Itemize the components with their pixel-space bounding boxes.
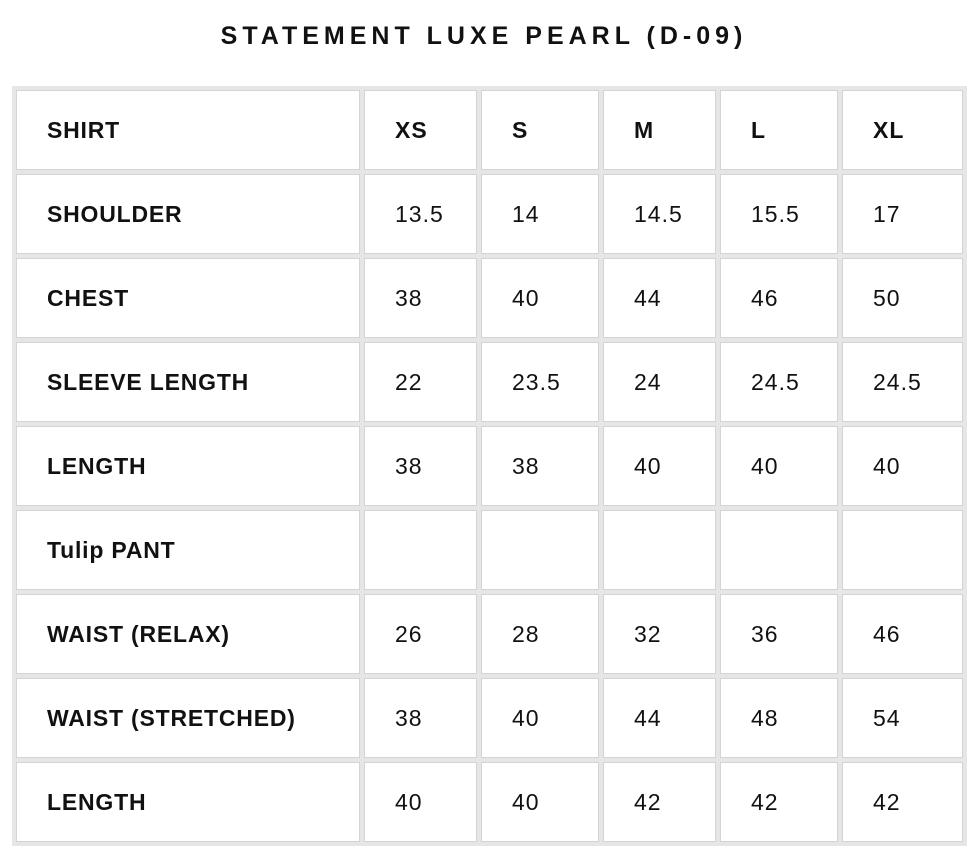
measurement-cell: 38: [364, 258, 477, 338]
size-header-cell: XS: [364, 90, 477, 170]
measurement-cell: 46: [842, 594, 963, 674]
page-title: STATEMENT LUXE PEARL (D-09): [220, 22, 748, 50]
row-label-cell: LENGTH: [16, 762, 360, 842]
measurement-cell: 38: [364, 426, 477, 506]
size-chart-body: [16, 90, 963, 842]
row-label-cell: WAIST (RELAX): [16, 594, 360, 674]
measurement-cell: 24.5: [842, 342, 963, 422]
measurement-cell: 26: [364, 594, 477, 674]
measurement-cell: 32: [603, 594, 716, 674]
measurement-cell: 14.5: [603, 174, 716, 254]
measurement-cell: 14: [481, 174, 599, 254]
measurement-cell: 40: [364, 762, 477, 842]
table-row: [16, 510, 963, 590]
row-label-cell: LENGTH: [16, 426, 360, 506]
table-header-row: [16, 90, 963, 170]
row-label-cell: SHOULDER: [16, 174, 360, 254]
measurement-cell: 50: [842, 258, 963, 338]
table-row: [16, 174, 963, 254]
measurement-cell: [842, 510, 963, 590]
measurement-cell: 15.5: [720, 174, 838, 254]
table-row: [16, 594, 963, 674]
measurement-cell: 42: [842, 762, 963, 842]
measurement-cell: 40: [481, 762, 599, 842]
measurement-cell: 54: [842, 678, 963, 758]
measurement-cell: 24.5: [720, 342, 838, 422]
table-row: [16, 258, 963, 338]
measurement-cell: 17: [842, 174, 963, 254]
measurement-cell: 40: [481, 678, 599, 758]
measurement-cell: 42: [603, 762, 716, 842]
measurement-cell: 24: [603, 342, 716, 422]
row-label-cell: WAIST (STRETCHED): [16, 678, 360, 758]
measurement-cell: 48: [720, 678, 838, 758]
measurement-cell: [481, 510, 599, 590]
measurement-cell: 42: [720, 762, 838, 842]
measurement-cell: [364, 510, 477, 590]
size-header-cell: XL: [842, 90, 963, 170]
measurement-cell: 40: [842, 426, 963, 506]
table-row: [16, 426, 963, 506]
measurement-cell: 38: [481, 426, 599, 506]
measurement-cell: 40: [481, 258, 599, 338]
size-header-cell: L: [720, 90, 838, 170]
measurement-cell: [720, 510, 838, 590]
measurement-cell: 22: [364, 342, 477, 422]
measurement-cell: 36: [720, 594, 838, 674]
measurement-cell: 23.5: [481, 342, 599, 422]
table-row: [16, 342, 963, 422]
row-label-cell: Tulip PANT: [16, 510, 360, 590]
measurement-cell: 13.5: [364, 174, 477, 254]
measurement-cell: 46: [720, 258, 838, 338]
measurement-cell: 44: [603, 678, 716, 758]
size-chart-table: [12, 86, 967, 846]
measurement-cell: 44: [603, 258, 716, 338]
table-row: [16, 678, 963, 758]
row-label-cell: SLEEVE LENGTH: [16, 342, 360, 422]
row-label-cell: CHEST: [16, 258, 360, 338]
measurement-cell: 40: [720, 426, 838, 506]
measurement-cell: [603, 510, 716, 590]
measurement-cell: 40: [603, 426, 716, 506]
header-cell-label: SHIRT: [16, 90, 360, 170]
measurement-cell: 28: [481, 594, 599, 674]
table-row: [16, 762, 963, 842]
measurement-cell: 38: [364, 678, 477, 758]
size-header-cell: M: [603, 90, 716, 170]
size-header-cell: S: [481, 90, 599, 170]
